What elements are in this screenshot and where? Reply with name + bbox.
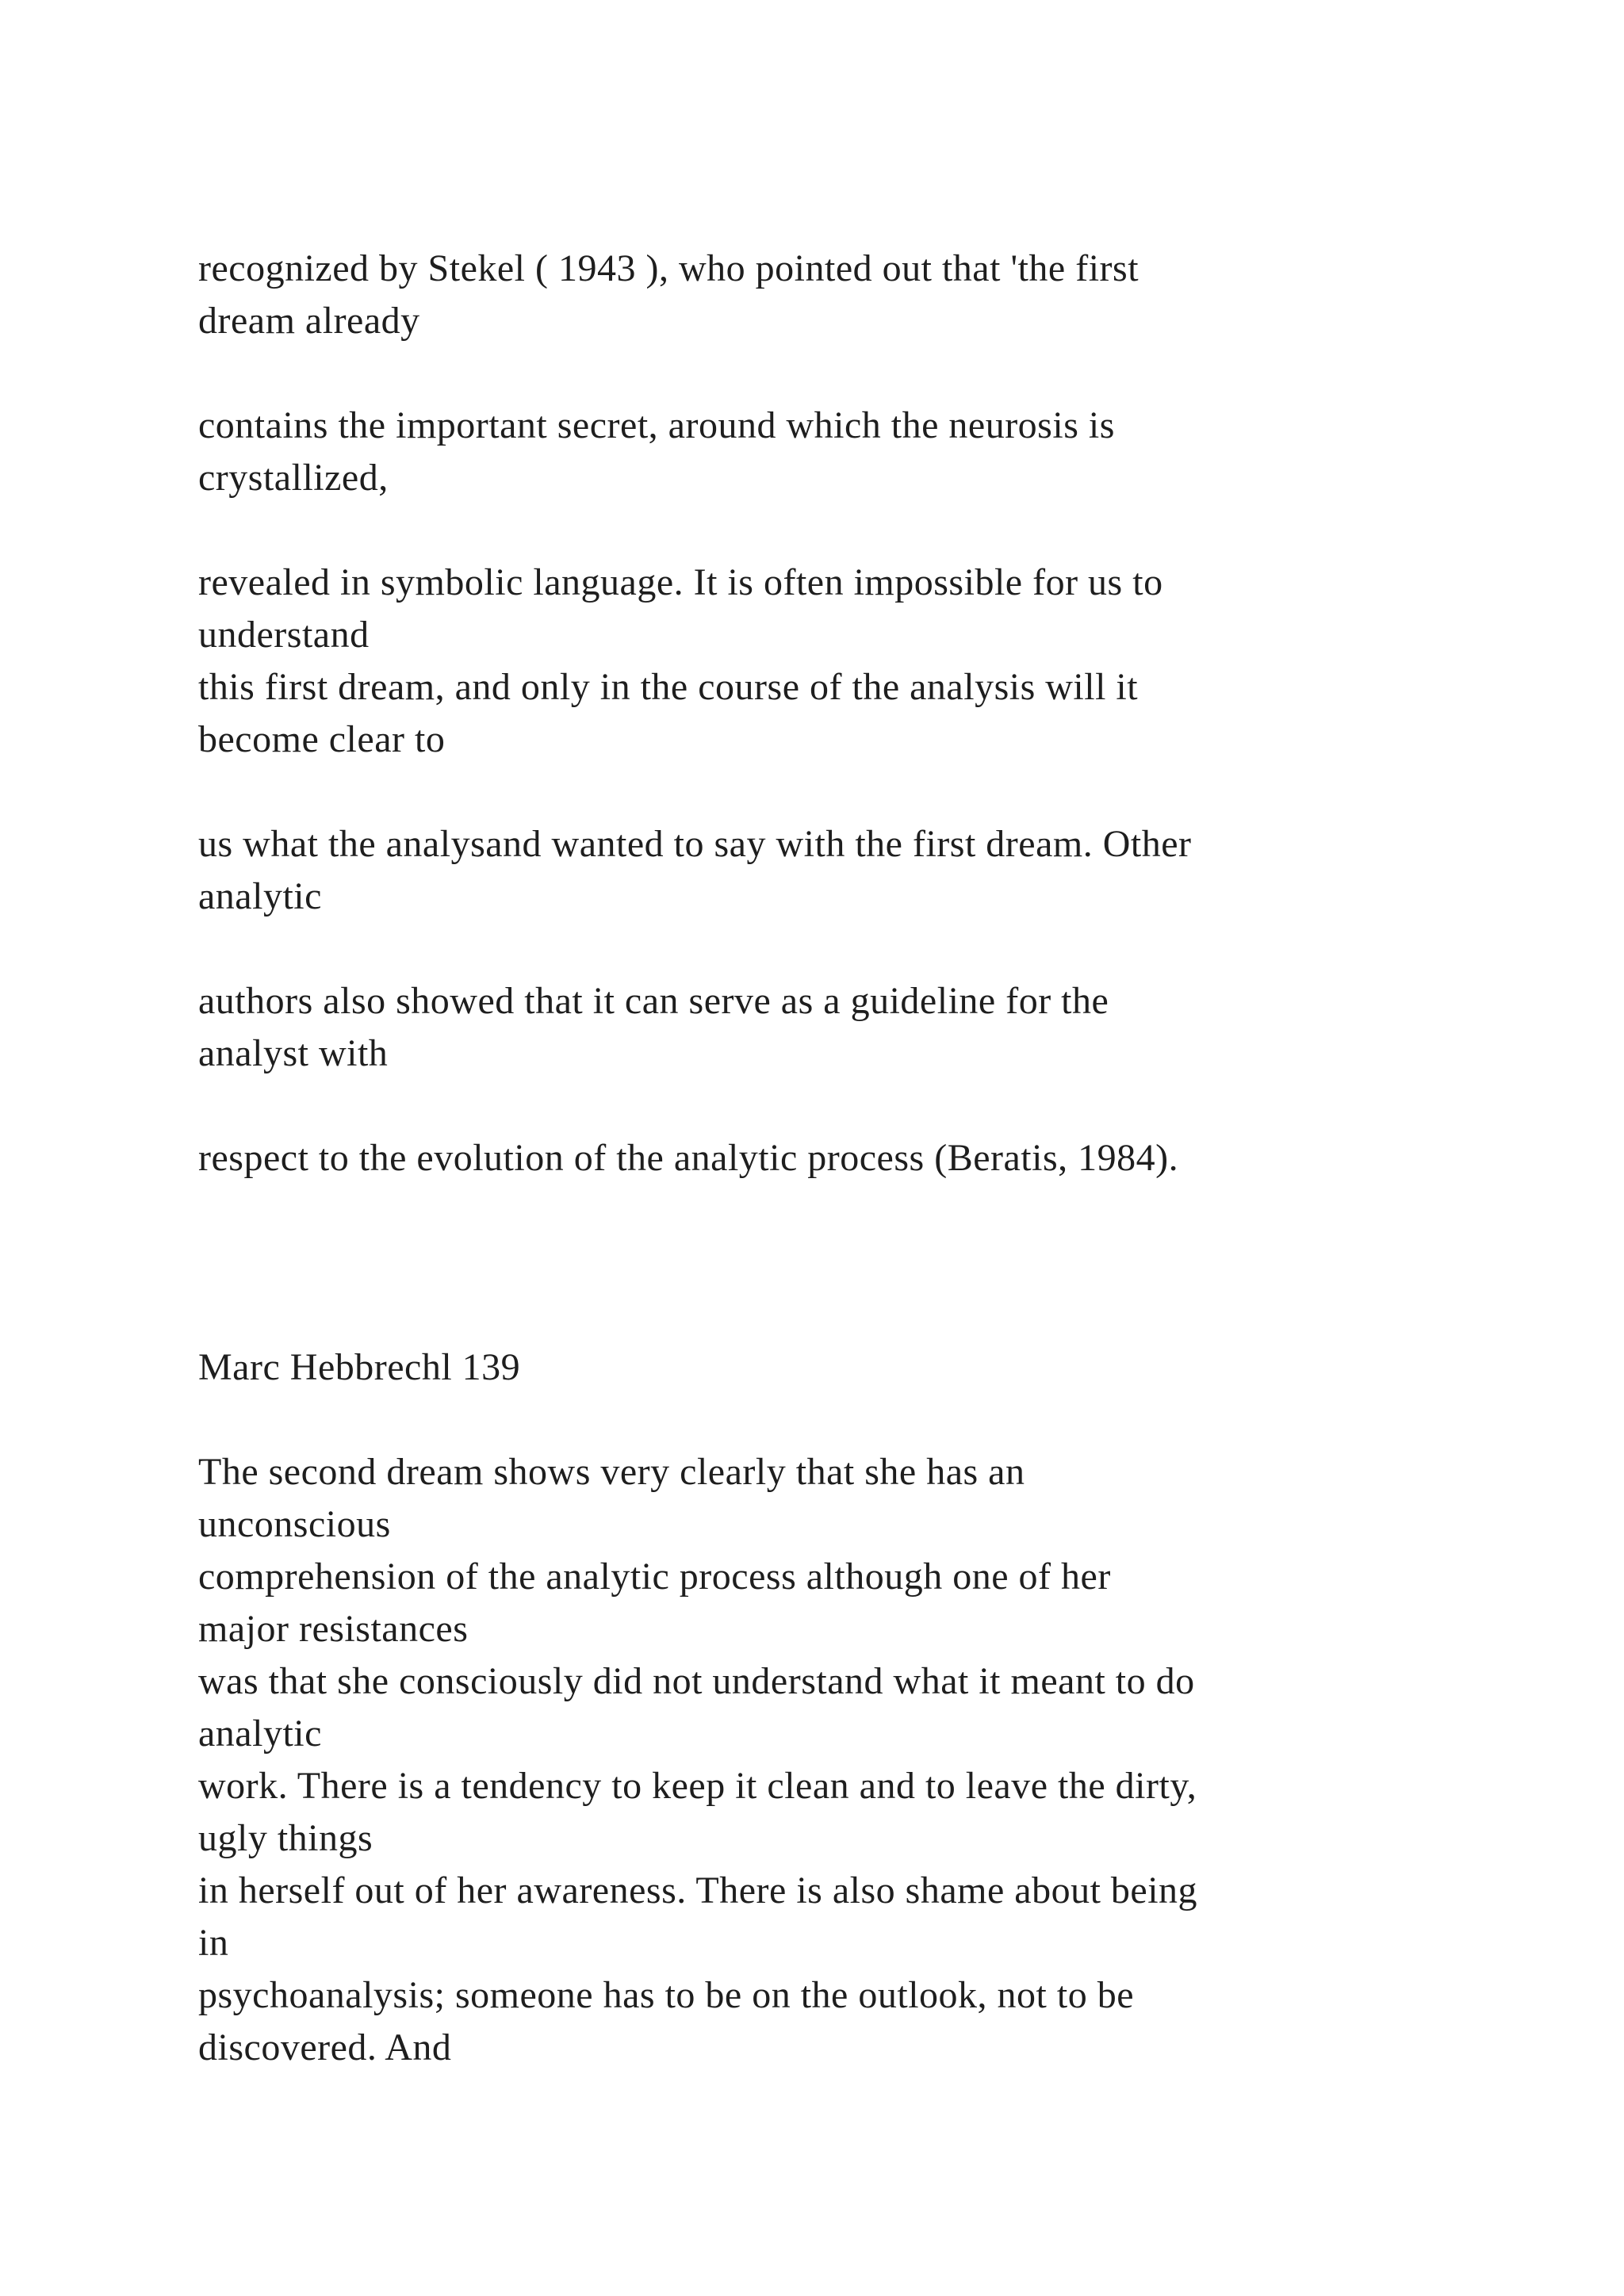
text-line: work. There is a tendency to keep it clean and to leave the dirty, [198, 1765, 1197, 1807]
document-page [198, 243, 1467, 2074]
text-line: dream already [198, 300, 420, 342]
text-line: revealed in symbolic language. It is often impossible for us to [198, 561, 1163, 603]
text-line: authors also showed that it can serve as a guideline for the [198, 980, 1109, 1022]
text-line: discovered. And [198, 2026, 452, 2068]
text-line: psychoanalysis; someone has to be on the outlook, not to be [198, 1974, 1134, 2016]
text-line: us what the analysand wanted to say with the first dream. Other [198, 823, 1192, 865]
text-line: crystallized, [198, 457, 389, 499]
text-line: in [198, 1922, 229, 1964]
page-header: Marc Hebbrechl 139 [198, 1346, 521, 1388]
text-line: analytic [198, 875, 322, 917]
text-line: in herself out of her awareness. There is also shame about being [198, 1869, 1198, 1911]
text-line: recognized by Stekel ( 1943 ), who pointed out that 'the first [198, 247, 1139, 289]
text-line: this first dream, and only in the course of the analysis will it [198, 666, 1139, 708]
text-line: analyst with [198, 1032, 389, 1074]
text-line: ugly things [198, 1817, 373, 1859]
text-line: was that she consciously did not understand what it meant to do [198, 1660, 1195, 1702]
text-line: major resistances [198, 1608, 469, 1650]
text-line: become clear to [198, 718, 446, 760]
text-line: The second dream shows very clearly that she has an [198, 1451, 1025, 1493]
text-line: unconscious [198, 1503, 391, 1545]
text-line: respect to the evolution of the analytic process (Beratis, 1984). [198, 1137, 1179, 1179]
text-line: contains the important secret, around which the neurosis is [198, 404, 1115, 446]
text-line: analytic [198, 1712, 322, 1755]
text-line: comprehension of the analytic process although one of her [198, 1556, 1111, 1598]
text-line: understand [198, 614, 370, 656]
